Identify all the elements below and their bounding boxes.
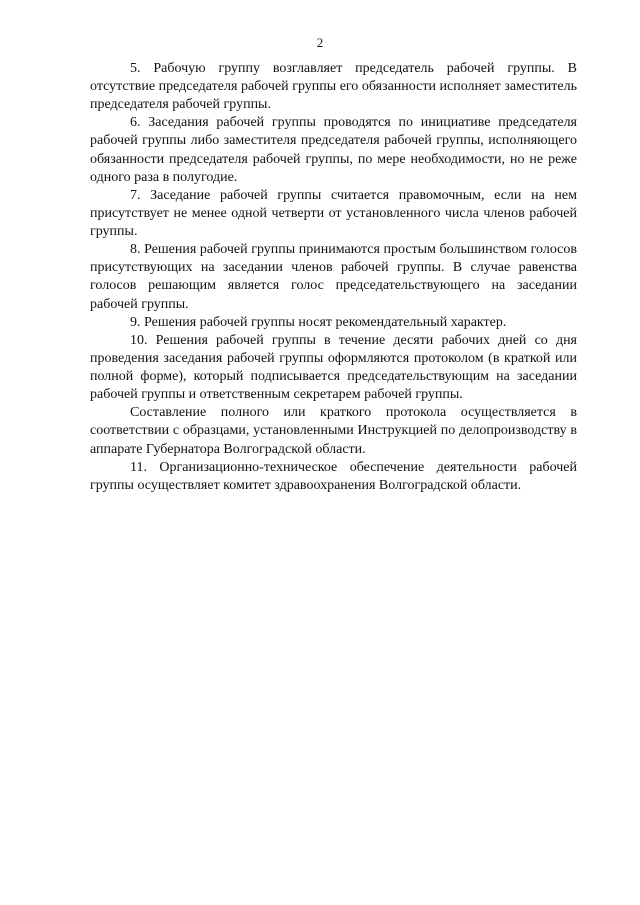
- paragraph-10-protocol-note: Составление полного или краткого протокола осуществляется в соответствии с образцами, установленными Инструкцией по делопроизводству в аппарате Губернатора Волгоградской области.: [90, 405, 577, 457]
- page-number: 2: [316, 35, 324, 50]
- paragraph-5: 5. Рабочую группу возглавляет председатель рабочей группы. В отсутствие председателя рабочей группы его обязанности исполняет заместитель председателя рабочей группы.: [90, 61, 577, 113]
- paragraph-8: 8. Решения рабочей группы принимаются простым большинством голосов присутствующих на заседании членов рабочей группы. В случае равенства голосов решающим является голос председательствующего на заседании рабочей группы.: [90, 242, 577, 312]
- document-body: [90, 60, 577, 495]
- paragraph-11: 11. Организационно-техническое обеспечение деятельности рабочей группы осуществляет комитет здравоохранения Волгоградской области.: [90, 459, 577, 493]
- paragraph-9: 9. Решения рабочей группы носят рекомендательный характер.: [130, 314, 507, 330]
- paragraph-7: 7. Заседание рабочей группы считается правомочным, если на нем присутствует не менее одной четверти от установленного числа членов рабочей группы.: [90, 187, 577, 240]
- paragraph-10: 10. Решения рабочей группы в течение десяти рабочих дней со дня проведения заседания рабочей группы оформляются протоколом (в краткой или полной форме), который подписывается председательствующим на заседании рабочей группы и ответственным секретарем рабочей группы.: [90, 332, 577, 403]
- paragraph-6: 6. Заседания рабочей группы проводятся по инициативе председателя рабочей группы либо заместителя председателя рабочей группы, исполняющего обязанности председателя рабочей группы, по мере необходимости, но не реже одного раза в полугодие.: [90, 115, 577, 185]
